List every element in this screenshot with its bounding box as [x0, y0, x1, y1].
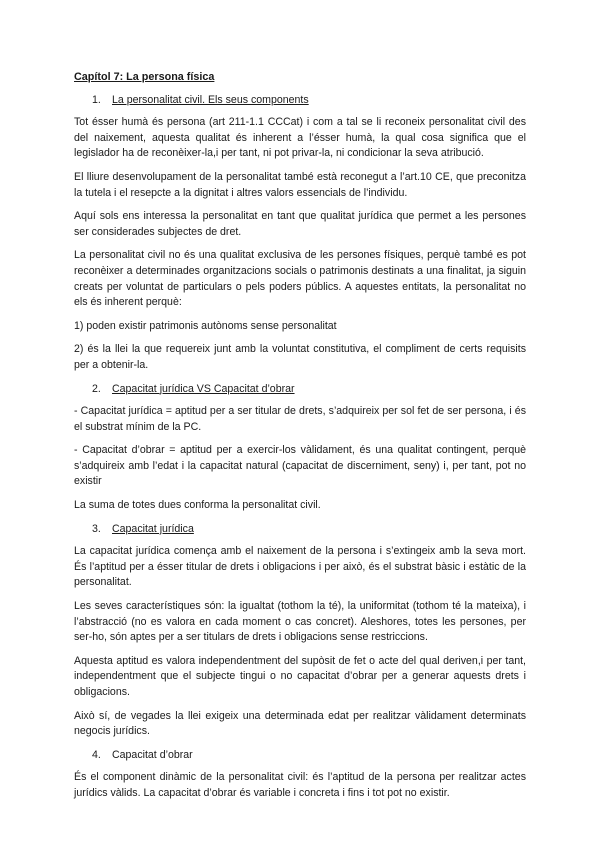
paragraph: La suma de totes dues conforma la personalitat civil.: [74, 499, 321, 512]
paragraph: La personalitat civil no és una qualitat exclusiva de les persones físiques, perquè també es pot reconèixer a determinades organitzacions socials o patrimonis destinats a una finalitat, ja siguin creats per voluntat de particulars o pels poders públics. A aquestes entitats, la personalitat no els és inherent perquè:: [74, 249, 526, 309]
section-title: Capacitat jurídica VS Capacitat d’obrar: [112, 382, 295, 395]
paragraph: Això sí, de vegades la llei exigeix una determinada edat per realitzar vàlidament determinats negocis jurídics.: [74, 709, 526, 738]
section-heading: [74, 93, 526, 109]
section-number: 1.: [92, 93, 101, 106]
definition-item: - Capacitat d’obrar = aptitud per a exercir-los vàlidament, és una qualitat contingent, perquè s’adquireix amb l’edat i la capacitat natural (capacitat de discerniment, seny) i, per tant, pot no existir: [74, 444, 526, 488]
section-title: La personalitat civil. Els seus components: [112, 93, 309, 106]
section-number: 3.: [92, 522, 101, 535]
section-heading: [74, 522, 526, 538]
paragraph: Les seves característiques són: la igualtat (tothom la té), la uniformitat (tothom té la mateixa), i l’abstracció (no es valora en cada moment o cas concret). Aleshores, totes les persones, per ser-ho, són aptes per a ser titulars de drets i obligacions sense restriccions.: [74, 600, 526, 644]
section-title: Capacitat jurídica: [112, 522, 194, 535]
document-body: [74, 70, 526, 810]
chapter-title: Capítol 7: La persona física: [74, 71, 215, 83]
section-number: 2.: [92, 382, 101, 395]
section-heading: [74, 382, 526, 398]
paragraph: Aquí sols ens interessa la personalitat en tant que qualitat jurídica que permet a les persones ser considerades subjectes de dret.: [74, 210, 526, 238]
list-item: 1) poden existir patrimonis autònoms sense personalitat: [74, 319, 337, 332]
definition-item: - Capacitat jurídica = aptitud per a ser titular de drets, s’adquireix per sol fet de ser persona, i és el substrat mínim de la PC.: [74, 405, 526, 433]
section-heading: [74, 748, 526, 764]
section-title: Capacitat d’obrar: [112, 748, 193, 761]
list-item: 2) és la llei la que requereix junt amb la voluntat constitutiva, el compliment de certs requisits per a obtenir-la.: [74, 343, 526, 371]
paragraph: Tot ésser humà és persona (art 211-1.1 CCCat) i com a tal se li reconeix personalitat civil des del naixement, aquesta qualitat és inherent a l’ésser humà, la qual cosa significa que el legislador ha de reconèixer-la,i per tant, ni pot privar-la, ni condicionar la seva atribució.: [74, 116, 526, 160]
paragraph: Aquesta aptitud es valora independentment del supòsit de fet o acte del qual deriven,i per tant, independentment que el subjecte tingui o no capacitat d’obrar per a generar aquests drets i obligacions.: [74, 654, 526, 698]
paragraph: La capacitat jurídica comença amb el naixement de la persona i s’extingeix amb la seva mort. És l’aptitud per a ésser titular de drets i obligacions i per això, és el substrat bàsic i estàtic de la personalitat.: [74, 545, 526, 589]
paragraph: El lliure desenvolupament de la personalitat també està reconegut a l’art.10 CE, que preconitza la tutela i el resepcte a la dignitat i altres valors essencials de l’individu.: [74, 170, 526, 199]
section-number: 4.: [92, 748, 101, 761]
paragraph: És el component dinàmic de la personalitat civil: és l’aptitud de la persona per realitzar actes jurídics vàlids. La capacitat d’obrar és variable i concreta i fins i tot pot no existir.: [74, 771, 526, 799]
